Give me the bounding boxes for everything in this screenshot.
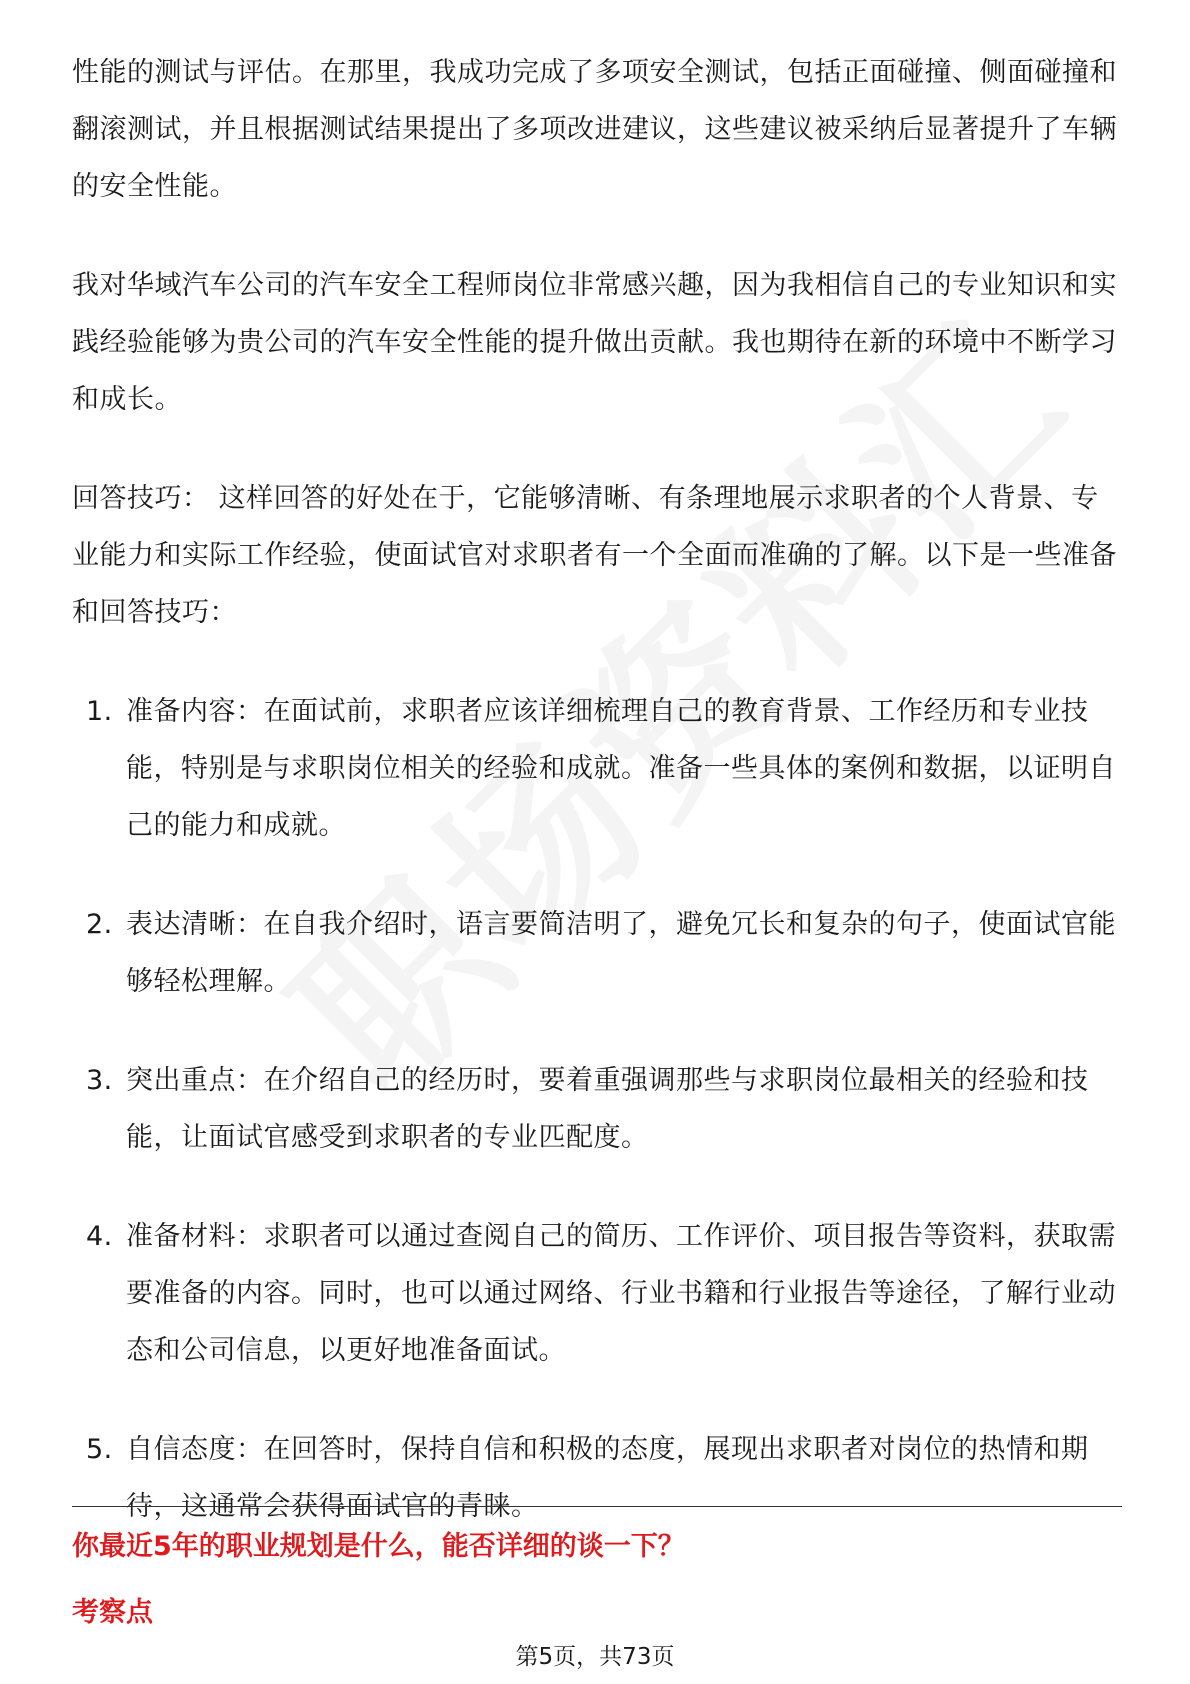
- list-item: [72, 1052, 1122, 1166]
- page-number-footer: 第5页，共73页: [515, 1644, 675, 1670]
- list-number: 1.: [86, 696, 113, 727]
- paragraph-3: 回答技巧： 这样回答的好处在于，它能够清晰、有条理地展示求职者的个人背景、专业能力和实际工作经验，使面试官对求职者有一个全面而准确的了解。以下是一些准备和回答技巧：: [72, 483, 1117, 628]
- paragraph-1: 性能的测试与评估。在那里，我成功完成了多项安全测试，包括正面碰撞、侧面碰撞和翻滚测试，并且根据测试结果提出了多项改进建议，这些建议被采纳后显著提升了车辆的安全性能。: [72, 57, 1117, 202]
- list-number: 4.: [86, 1221, 113, 1252]
- list-text: 准备材料：求职者可以通过查阅自己的简历、工作评价、项目报告等资料，获取需要准备的内容。同时，也可以通过网络、行业书籍和行业报告等途径，了解行业动态和公司信息，以更好地准备面试。: [126, 1221, 1116, 1366]
- list-item: [72, 1421, 1122, 1535]
- tips-list: [72, 683, 1122, 1535]
- list-text: 突出重点：在介绍自己的经历时，要着重强调那些与求职岗位最相关的经验和技能，让面试官感受到求职者的专业匹配度。: [126, 1065, 1089, 1153]
- list-text: 自信态度：在回答时，保持自信和积极的态度，展现出求职者对岗位的热情和期待，这通常会获得面试官的青睐。: [126, 1434, 1089, 1522]
- list-item: [72, 1208, 1122, 1379]
- question-heading: 你最近5年的职业规划是什么，能否详细的谈一下？: [72, 1531, 685, 1562]
- paragraph-2: 我对华域汽车公司的汽车安全工程师岗位非常感兴趣，因为我相信自己的专业知识和实践经验能够为贵公司的汽车安全性能的提升做出贡献。我也期待在新的环境中不断学习和成长。: [72, 270, 1117, 415]
- list-number: 5.: [86, 1434, 113, 1465]
- body-content: [72, 44, 1122, 1577]
- list-item: [72, 896, 1122, 1010]
- section-divider: [72, 1506, 1122, 1507]
- list-text: 准备内容：在面试前，求职者应该详细梳理自己的教育背景、工作经历和专业技能，特别是与求职岗位相关的经验和成就。准备一些具体的案例和数据，以证明自己的能力和成就。: [126, 696, 1116, 841]
- list-text: 表达清晰：在自我介绍时，语言要简洁明了，避免冗长和复杂的句子，使面试官能够轻松理解。: [126, 909, 1116, 997]
- list-number: 3.: [86, 1065, 113, 1096]
- list-number: 2.: [86, 909, 113, 940]
- list-item: [72, 683, 1122, 854]
- section-label: 考察点: [72, 1597, 153, 1628]
